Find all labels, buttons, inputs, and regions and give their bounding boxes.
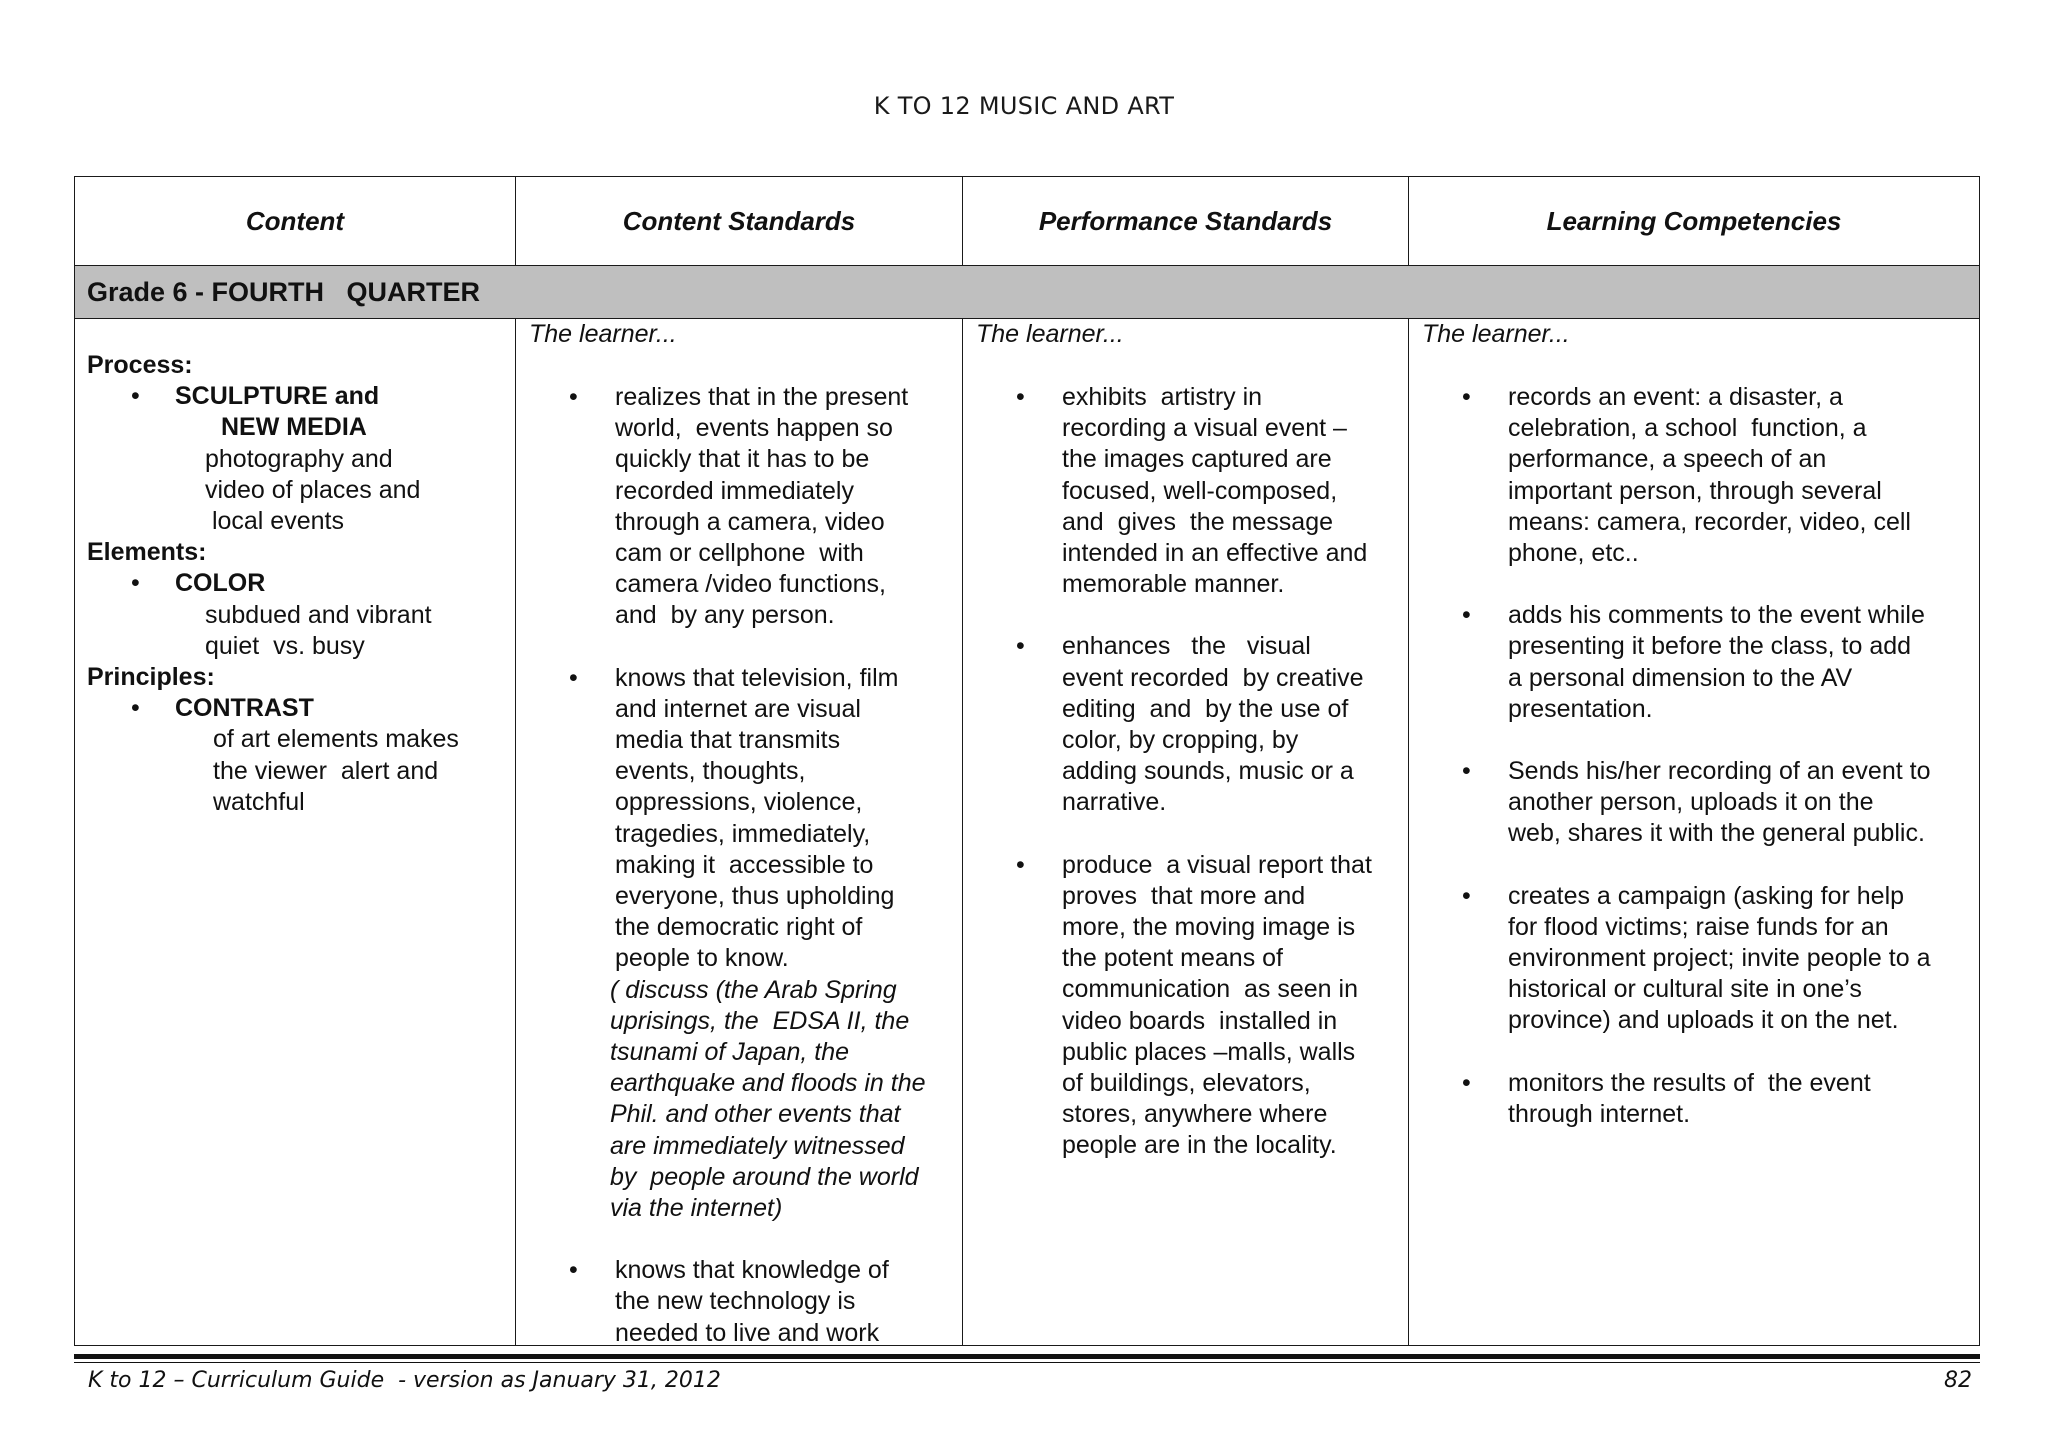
- footer-rule: [74, 1354, 1980, 1359]
- learning-competencies-cell: [1422, 319, 1977, 1130]
- performance-standard-line: exhibits artistry in: [1062, 383, 1263, 411]
- performance-standard-line: more, the moving image is: [1062, 913, 1356, 942]
- bullet-icon: •: [569, 383, 578, 411]
- principles-heading: Principles:: [87, 663, 215, 692]
- quarter-row: Grade 6 - FOURTH QUARTER: [75, 266, 1979, 318]
- performance-standard-line: stores, anywhere where: [1062, 1100, 1328, 1129]
- performance-standard-line: produce a visual report that: [1062, 850, 1372, 879]
- content-standard-line: media that transmits: [615, 726, 841, 755]
- content-standard-line: realizes that in the present: [615, 383, 909, 411]
- bullet-icon: •: [131, 694, 140, 723]
- bullet-icon: •: [1016, 632, 1025, 661]
- performance-standard-line: people are in the locality.: [1062, 1131, 1337, 1160]
- performance-standard-line: adding sounds, music or a: [1062, 757, 1354, 786]
- performance-standard-line: enhances the visual: [1062, 632, 1311, 661]
- learner-intro: The learner...: [1422, 320, 1570, 348]
- elements-desc-line: subdued and vibrant: [205, 600, 432, 629]
- learner-intro: The learner...: [529, 320, 677, 348]
- content-standard-line: and internet are visual: [615, 694, 861, 723]
- note-line: earthquake and floods in the: [610, 1069, 926, 1098]
- footer-version-text: K to 12 – Curriculum Guide - version as January 31, 2012: [88, 1368, 721, 1393]
- content-standard-item: [529, 663, 959, 975]
- process-desc-line: video of places and: [205, 475, 421, 504]
- content-standard-line: quickly that it has to be: [615, 445, 870, 474]
- bullet-icon: •: [1016, 383, 1025, 411]
- content-standard-line: everyone, thus upholding: [615, 882, 895, 911]
- content-standard-line: camera /video functions,: [615, 570, 886, 599]
- competency-line: web, shares it with the general public.: [1508, 819, 1925, 848]
- content-cell: [87, 350, 507, 818]
- note-line: uprisings, the EDSA II, the: [610, 1006, 910, 1035]
- content-standard-line: and by any person.: [615, 601, 835, 630]
- learner-intro: The learner...: [976, 320, 1124, 348]
- competency-line: Sends his/her recording of an event to: [1508, 757, 1931, 786]
- process-item-label: SCULPTURE and: [175, 382, 380, 411]
- column-header-performance-standards: Performance Standards: [1038, 205, 1333, 236]
- bullet-icon: •: [1016, 850, 1025, 879]
- elements-desc-line: quiet vs. busy: [205, 631, 365, 660]
- note-line: ( discuss (the Arab Spring: [610, 975, 897, 1004]
- bullet-icon: •: [1462, 757, 1471, 786]
- performance-standard-line: recording a visual event –: [1062, 414, 1347, 443]
- process-item: [87, 381, 507, 412]
- note-line: Phil. and other events that: [610, 1100, 901, 1129]
- competency-item: [1422, 756, 1977, 850]
- competency-line: celebration, a school function, a: [1508, 414, 1867, 443]
- performance-standard-line: intended in an effective and: [1062, 539, 1368, 568]
- elements-heading: Elements:: [87, 538, 207, 567]
- competency-line: province) and uploads it on the net.: [1508, 1006, 1899, 1035]
- content-standard-item: [529, 382, 959, 632]
- elements-item-label: COLOR: [175, 569, 266, 598]
- bullet-icon: •: [131, 382, 140, 411]
- process-item-label-cont: NEW MEDIA: [221, 413, 367, 442]
- competency-line: environment project; invite people to a: [1508, 944, 1931, 973]
- principles-desc-line: watchful: [213, 787, 305, 816]
- content-standard-line: the democratic right of: [615, 913, 863, 942]
- competency-line: records an event: a disaster, a: [1508, 383, 1843, 411]
- note-line: are immediately witnessed: [610, 1131, 905, 1160]
- competency-line: presentation.: [1508, 694, 1653, 723]
- performance-standard-line: and gives the message: [1062, 507, 1333, 536]
- process-desc-line: photography and: [205, 444, 393, 473]
- content-standard-line: knows that television, film: [615, 663, 899, 692]
- page-number: 82: [1944, 1368, 1972, 1393]
- content-standard-line: knows that knowledge of: [615, 1256, 889, 1285]
- content-standard-line: oppressions, violence,: [615, 788, 863, 817]
- performance-standard-line: video boards installed in: [1062, 1006, 1338, 1035]
- performance-standard-line: of buildings, elevators,: [1062, 1069, 1311, 1098]
- principles-desc-line: of art elements makes: [213, 725, 459, 754]
- performance-standards-cell: [976, 319, 1406, 1162]
- competency-line: phone, etc..: [1508, 539, 1639, 568]
- content-standard-line: recorded immediately: [615, 476, 854, 505]
- performance-standard-line: the images captured are: [1062, 445, 1332, 474]
- performance-standard-line: public places –malls, walls: [1062, 1037, 1356, 1066]
- content-standard-line: cam or cellphone with: [615, 539, 864, 568]
- performance-standard-line: narrative.: [1062, 788, 1167, 817]
- performance-standard-item: [976, 850, 1406, 1162]
- competency-line: performance, a speech of an: [1508, 445, 1827, 474]
- competency-line: for flood victims; raise funds for an: [1508, 912, 1889, 941]
- competency-line: monitors the results of the event: [1508, 1068, 1871, 1097]
- elements-item: [87, 568, 507, 599]
- content-standard-line: tragedies, immediately,: [615, 819, 871, 848]
- bullet-icon: •: [569, 663, 578, 692]
- performance-standard-line: color, by cropping, by: [1062, 726, 1299, 755]
- bullet-icon: •: [1462, 601, 1471, 630]
- competency-line: through internet.: [1508, 1099, 1691, 1128]
- content-standard-line: the new technology is: [615, 1287, 856, 1316]
- content-standard-item: [529, 1255, 959, 1349]
- curriculum-table: [74, 176, 1980, 1346]
- content-standard-line: people to know.: [615, 944, 789, 973]
- bullet-icon: •: [569, 1256, 578, 1285]
- content-standard-line: through a camera, video: [615, 507, 885, 536]
- content-standard-line: making it accessible to: [615, 850, 874, 879]
- performance-standard-item: [976, 382, 1406, 600]
- performance-standard-line: proves that more and: [1062, 881, 1306, 910]
- content-standard-line: needed to live and work: [615, 1318, 880, 1347]
- performance-standard-item: [976, 631, 1406, 818]
- competency-item: [1422, 382, 1977, 569]
- note-line: by people around the world: [610, 1162, 919, 1191]
- competency-line: a personal dimension to the AV: [1508, 663, 1853, 692]
- principles-item-label: CONTRAST: [175, 694, 314, 723]
- performance-standard-line: memorable manner.: [1062, 570, 1285, 599]
- performance-standard-line: focused, well-composed,: [1062, 476, 1338, 505]
- column-header-content: Content: [245, 205, 345, 236]
- note-line: via the internet): [610, 1194, 783, 1223]
- competency-item: [1422, 1068, 1977, 1130]
- process-heading: Process:: [87, 351, 193, 379]
- document-title: K TO 12 MUSIC AND ART: [873, 92, 1175, 120]
- competency-line: another person, uploads it on the: [1508, 788, 1874, 817]
- column-header-content-standards: Content Standards: [622, 205, 856, 236]
- performance-standard-line: communication as seen in: [1062, 975, 1358, 1004]
- performance-standard-line: editing and by the use of: [1062, 694, 1349, 723]
- competency-line: important person, through several: [1508, 476, 1882, 505]
- bullet-icon: •: [131, 569, 140, 598]
- column-divider: [962, 177, 963, 1345]
- performance-standard-line: event recorded by creative: [1062, 663, 1364, 692]
- competency-line: adds his comments to the event while: [1508, 601, 1925, 630]
- performance-standard-line: the potent means of: [1062, 944, 1283, 973]
- column-header-learning-competencies: Learning Competencies: [1546, 205, 1842, 236]
- competency-line: means: camera, recorder, video, cell: [1508, 507, 1911, 536]
- competency-item: [1422, 881, 1977, 1037]
- column-divider: [515, 177, 516, 1345]
- footer-rule: [74, 1362, 1980, 1363]
- note-line: tsunami of Japan, the: [610, 1038, 850, 1067]
- bullet-icon: •: [1462, 1068, 1471, 1097]
- competency-line: presenting it before the class, to add: [1508, 632, 1912, 661]
- principles-item: [87, 693, 507, 724]
- competency-line: creates a campaign (asking for help: [1508, 881, 1905, 910]
- column-divider: [1408, 177, 1409, 1345]
- content-standard-line: world, events happen so: [615, 414, 893, 443]
- competency-item: [1422, 600, 1977, 725]
- process-desc-line: local events: [205, 507, 344, 536]
- competency-line: historical or cultural site in one’s: [1508, 975, 1862, 1004]
- content-standards-cell: [529, 319, 959, 1349]
- content-standard-line: events, thoughts,: [615, 757, 806, 786]
- bullet-icon: •: [1462, 881, 1471, 910]
- principles-desc-line: the viewer alert and: [213, 756, 439, 785]
- bullet-icon: •: [1462, 383, 1471, 411]
